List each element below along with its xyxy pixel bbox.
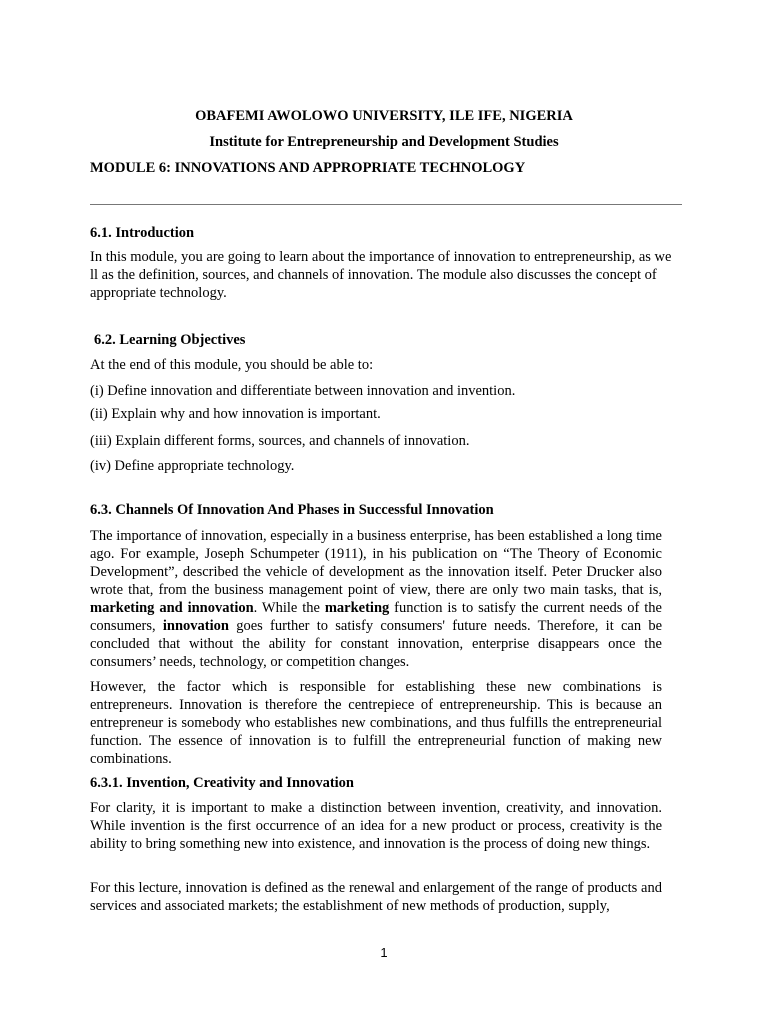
institute-title: Institute for Entrepreneurship and Development Studies xyxy=(209,134,559,150)
channels-text: . While the xyxy=(253,600,325,616)
objective-item: (iv) Define appropriate technology. xyxy=(90,458,295,474)
invention-paragraph-1: For clarity, it is important to make a distinction between invention, creativity, and innovation. While invention is the first occurrence of an idea for a new product or process, creativity is the ability to bring something new into existence, and innovation is the process of doing new things. xyxy=(90,800,662,852)
channels-text: The importance of innovation, especially in a business enterprise, has been established a long time ago. For example, Joseph Schumpeter (1911), in his publication on “The Theory of Economic Development”, described the vehicle of development as the innovation itself. Peter Drucker also wrote that, from the business management point of view, there are only two main tasks, that is, xyxy=(90,528,662,598)
intro-line: In this module, you are going to learn about the importance of innovation to entrepreneurship, as we xyxy=(90,249,672,265)
objectives-heading: 6.2. Learning Objectives xyxy=(94,332,246,348)
module-title: MODULE 6: INNOVATIONS AND APPROPRIATE TECHNOLOGY xyxy=(90,160,526,176)
channels-paragraph-2: However, the factor which is responsible for establishing these new combinations is entrepreneurs. Innovation is therefore the centrepiece of entrepreneurship. This is because an entrepreneur is somebody who establishes new combinations, and thus fulfills the entrepreneurial function. The essence of innovation is to fulfill the entrepreneurial function of making new combinations. xyxy=(90,679,662,767)
horizontal-rule xyxy=(90,204,682,205)
invention-heading: 6.3.1. Invention, Creativity and Innovation xyxy=(90,775,354,791)
intro-line: ll as the definition, sources, and channels of innovation. The module also discusses the concept of xyxy=(90,267,657,283)
page-number: 1 xyxy=(380,945,388,960)
objectives-lead: At the end of this module, you should be able to: xyxy=(90,357,374,373)
channels-emphasis: innovation xyxy=(162,618,229,634)
objective-item: (iii) Explain different forms, sources, and channels of innovation. xyxy=(90,433,470,449)
objective-item: (i) Define innovation and differentiate between innovation and invention. xyxy=(90,383,516,399)
channels-heading: 6.3. Channels Of Innovation And Phases in Successful Innovation xyxy=(90,502,494,518)
invention-paragraph-2: For this lecture, innovation is defined as the renewal and enlargement of the range of products and services and associated markets; the establishment of new methods of production, supply, xyxy=(90,880,662,914)
objective-item: (ii) Explain why and how innovation is important. xyxy=(90,406,381,422)
university-title: OBAFEMI AWOLOWO UNIVERSITY, ILE IFE, NIGERIA xyxy=(195,108,573,124)
channels-emphasis: marketing and innovation xyxy=(90,600,254,616)
channels-emphasis: marketing xyxy=(324,600,390,616)
channels-paragraph-1 xyxy=(90,527,662,671)
intro-heading: 6.1. Introduction xyxy=(90,225,195,241)
channels-text: goes further to satisfy consumers' future needs. Therefore, it can be concluded that without the ability for constant innovation, enterprise disappears once the consumers’ needs, technology, or competition changes. xyxy=(90,618,663,670)
channels-text: function is to satisfy the current needs of the consumers, xyxy=(90,600,662,634)
intro-paragraph xyxy=(90,248,690,302)
intro-line: appropriate technology. xyxy=(90,285,227,301)
